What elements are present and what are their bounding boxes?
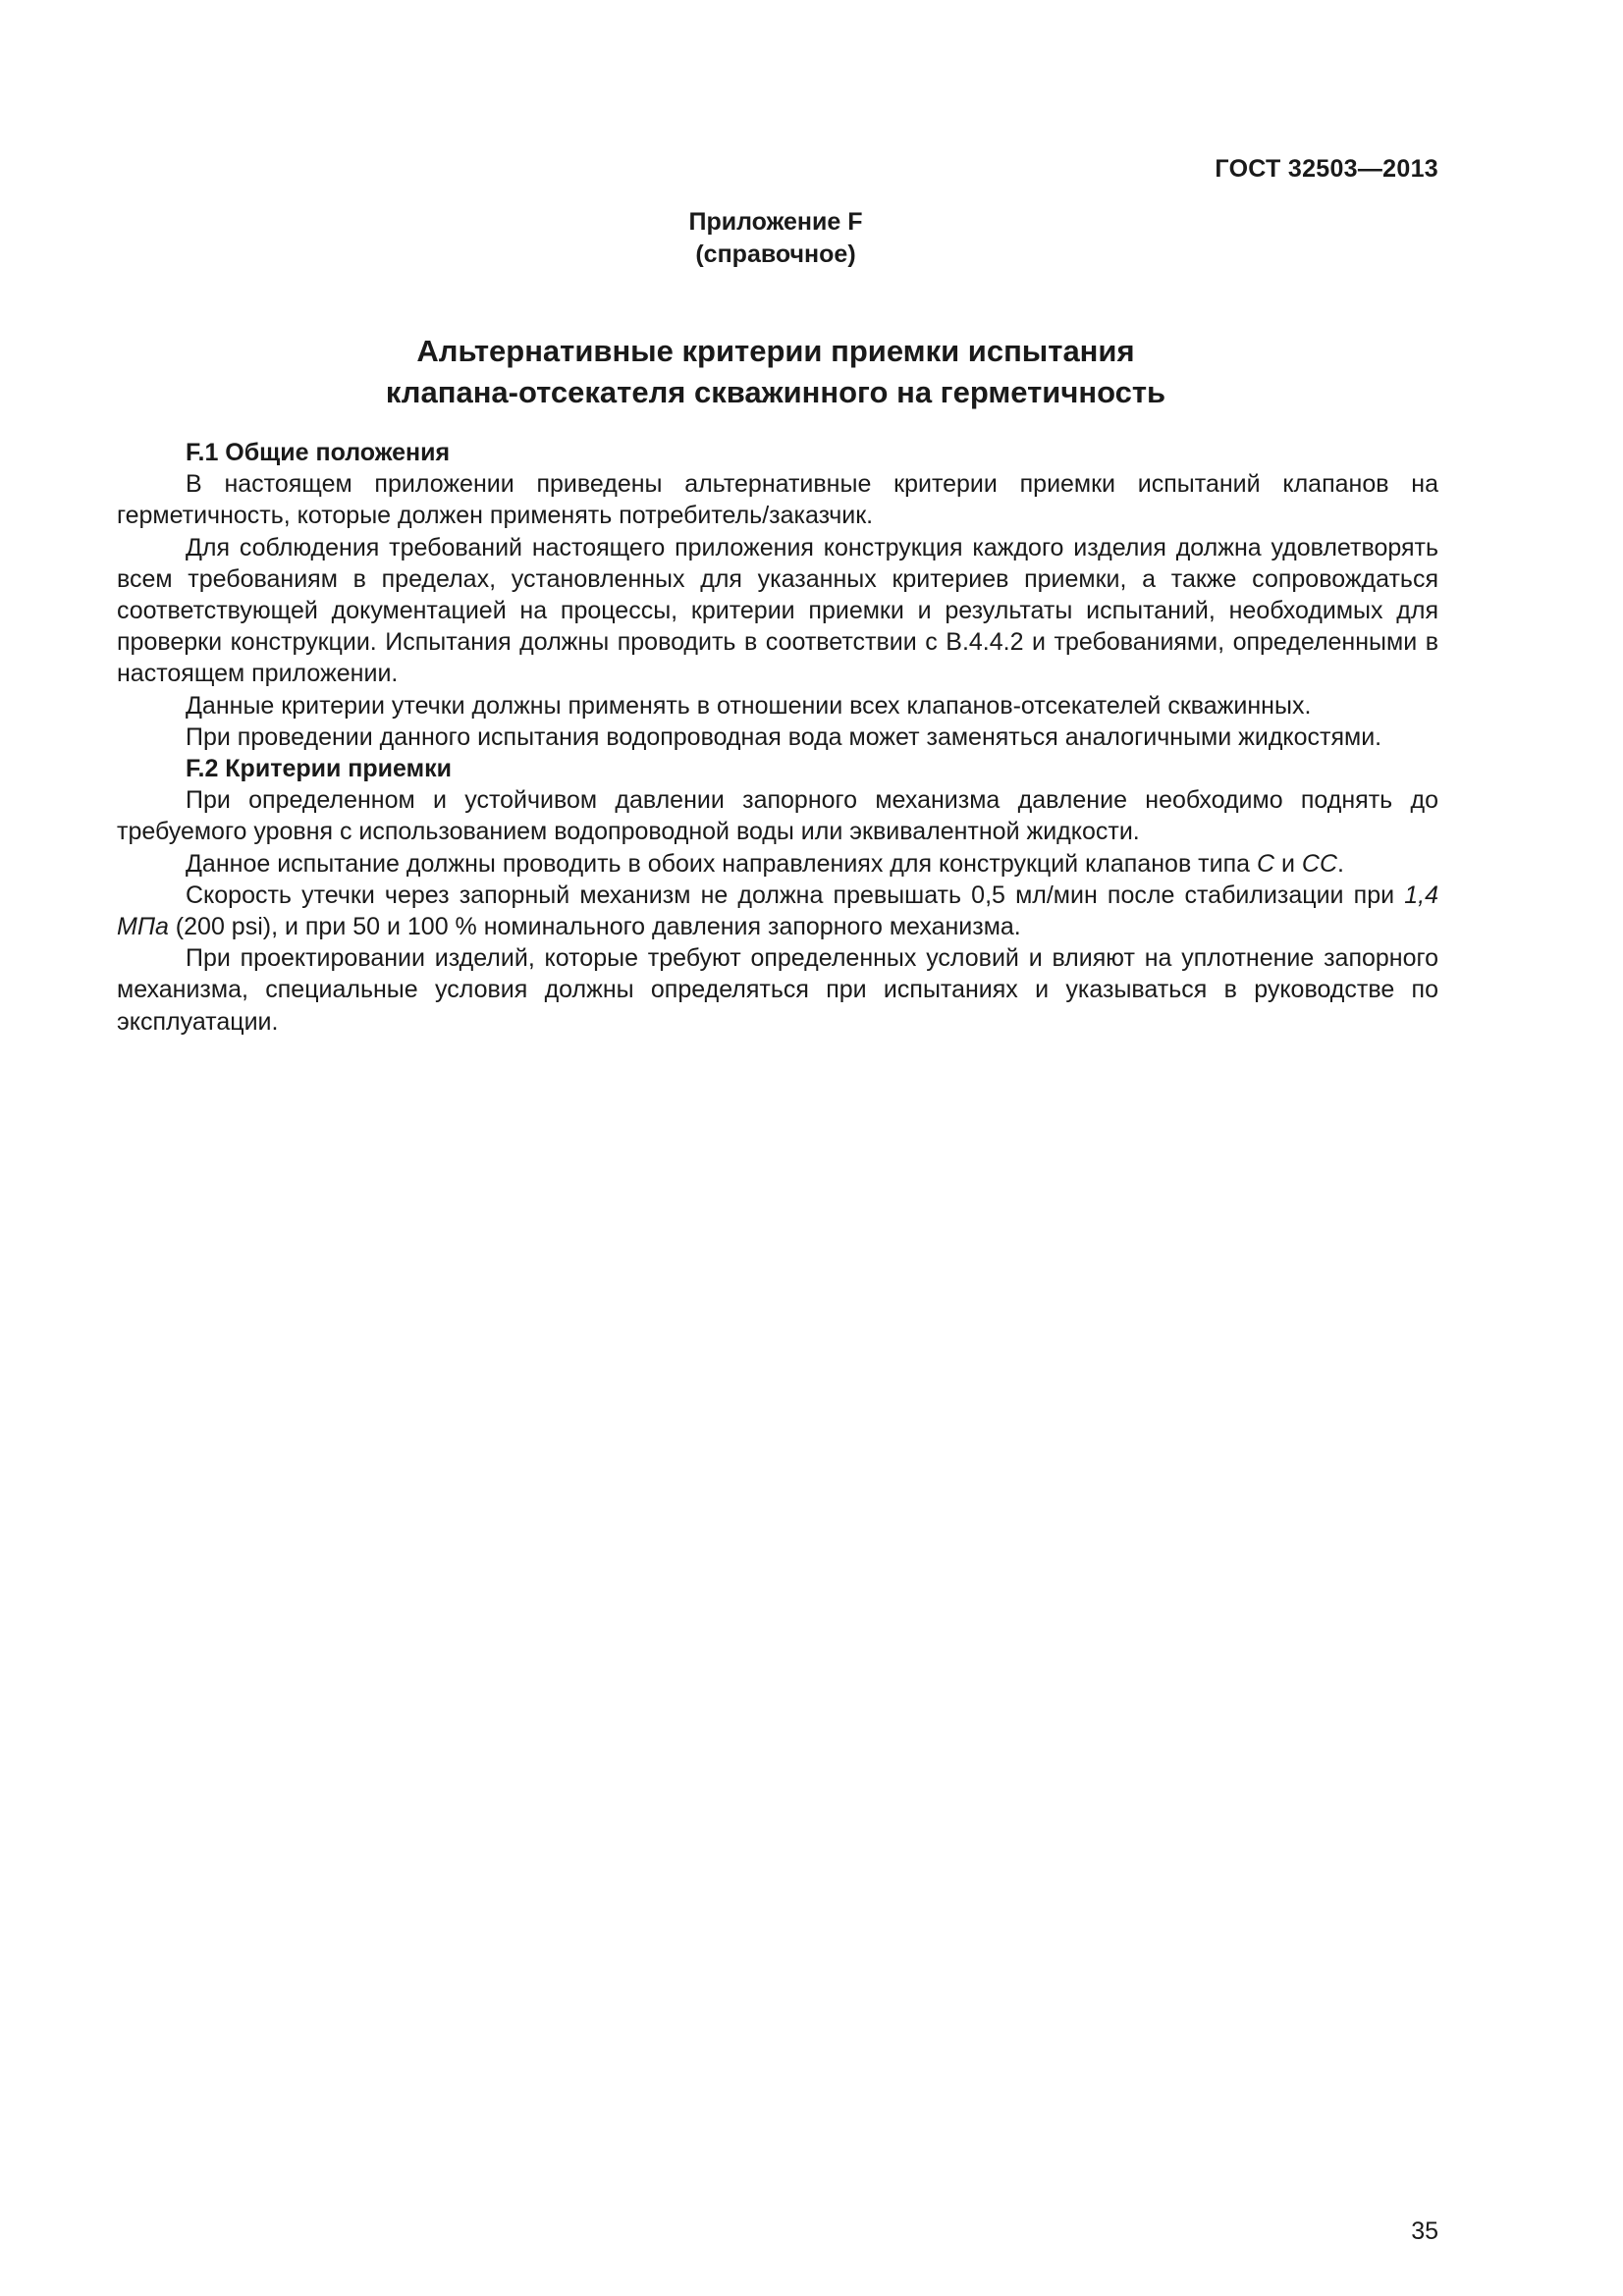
section-f2-paragraph-4: При проектировании изделий, которые требуют определенных условий и влияют на уплотнение запорного механизма, специальные условия должны определяться при испытаниях и указываться в руководстве по эксплуатации.: [117, 944, 1438, 1036]
valve-type-cc: СС: [1301, 849, 1337, 878]
section-f2-heading: F.2 Критерии приемки: [186, 755, 452, 783]
paragraph-text: Скорость утечки через запорный механизм не должна превышать 0,5 мл/мин после стабилизации при: [186, 881, 1405, 909]
document-title-line-2: клапана-отсекателя скважинного на герметичность: [385, 375, 1166, 409]
paragraph-text: и: [1274, 849, 1302, 878]
paragraph-text: Данное испытание должны проводить в обоих направлениях для конструкций клапанов типа: [186, 849, 1257, 878]
section-f1-heading: F.1 Общие положения: [186, 439, 451, 466]
section-f1-paragraph-3: Данные критерии утечки должны применять в отношении всех клапанов-отсекателей скважинных.: [186, 691, 1312, 720]
appendix-label: Приложение F: [688, 208, 863, 236]
paragraph-text: .: [1337, 849, 1344, 878]
section-f2-paragraph-2: [117, 848, 1438, 880]
section-f1-paragraph-2: Для соблюдения требований настоящего приложения конструкция каждого изделия должна удовлетворять всем требованиям в пределах, установленных для указанных критериев приемки, а также сопровождаться соответствующей документацией на процессы, критерии приемки и результаты испытаний, необходимых для проверки конструкции. Испытания должны проводить в соответствии с В.4.4.2 и требованиями, определенными в настоящем приложении.: [117, 533, 1438, 688]
appendix-type: (справочное): [695, 240, 856, 268]
standard-code: ГОСТ 32503—2013: [1215, 155, 1438, 183]
section-f1-paragraph-1: В настоящем приложении приведены альтернативные критерии приемки испытаний клапанов на герметичность, которые должен применять потребитель/заказчик.: [117, 470, 1438, 530]
section-f2-paragraph-1: При определенном и устойчивом давлении запорного механизма давление необходимо поднять до требуемого уровня с использованием водопроводной воды или эквивалентной жидкости.: [117, 786, 1438, 846]
section-f1-paragraph-4: При проведении данного испытания водопроводная вода может заменяться аналогичными жидкостями.: [186, 722, 1382, 751]
page-number: 35: [1411, 2217, 1438, 2245]
paragraph-text: (200 psi), и при 50 и 100 % номинального давления запорного механизма.: [168, 913, 1021, 941]
document-body: [117, 437, 1438, 1038]
document-title-line-1: Альтернативные критерии приемки испытания: [416, 334, 1135, 368]
valve-type-c: С: [1256, 849, 1275, 878]
section-f2-paragraph-3: [117, 880, 1438, 942]
pressure-value: 1,4 МПа: [117, 881, 1438, 941]
